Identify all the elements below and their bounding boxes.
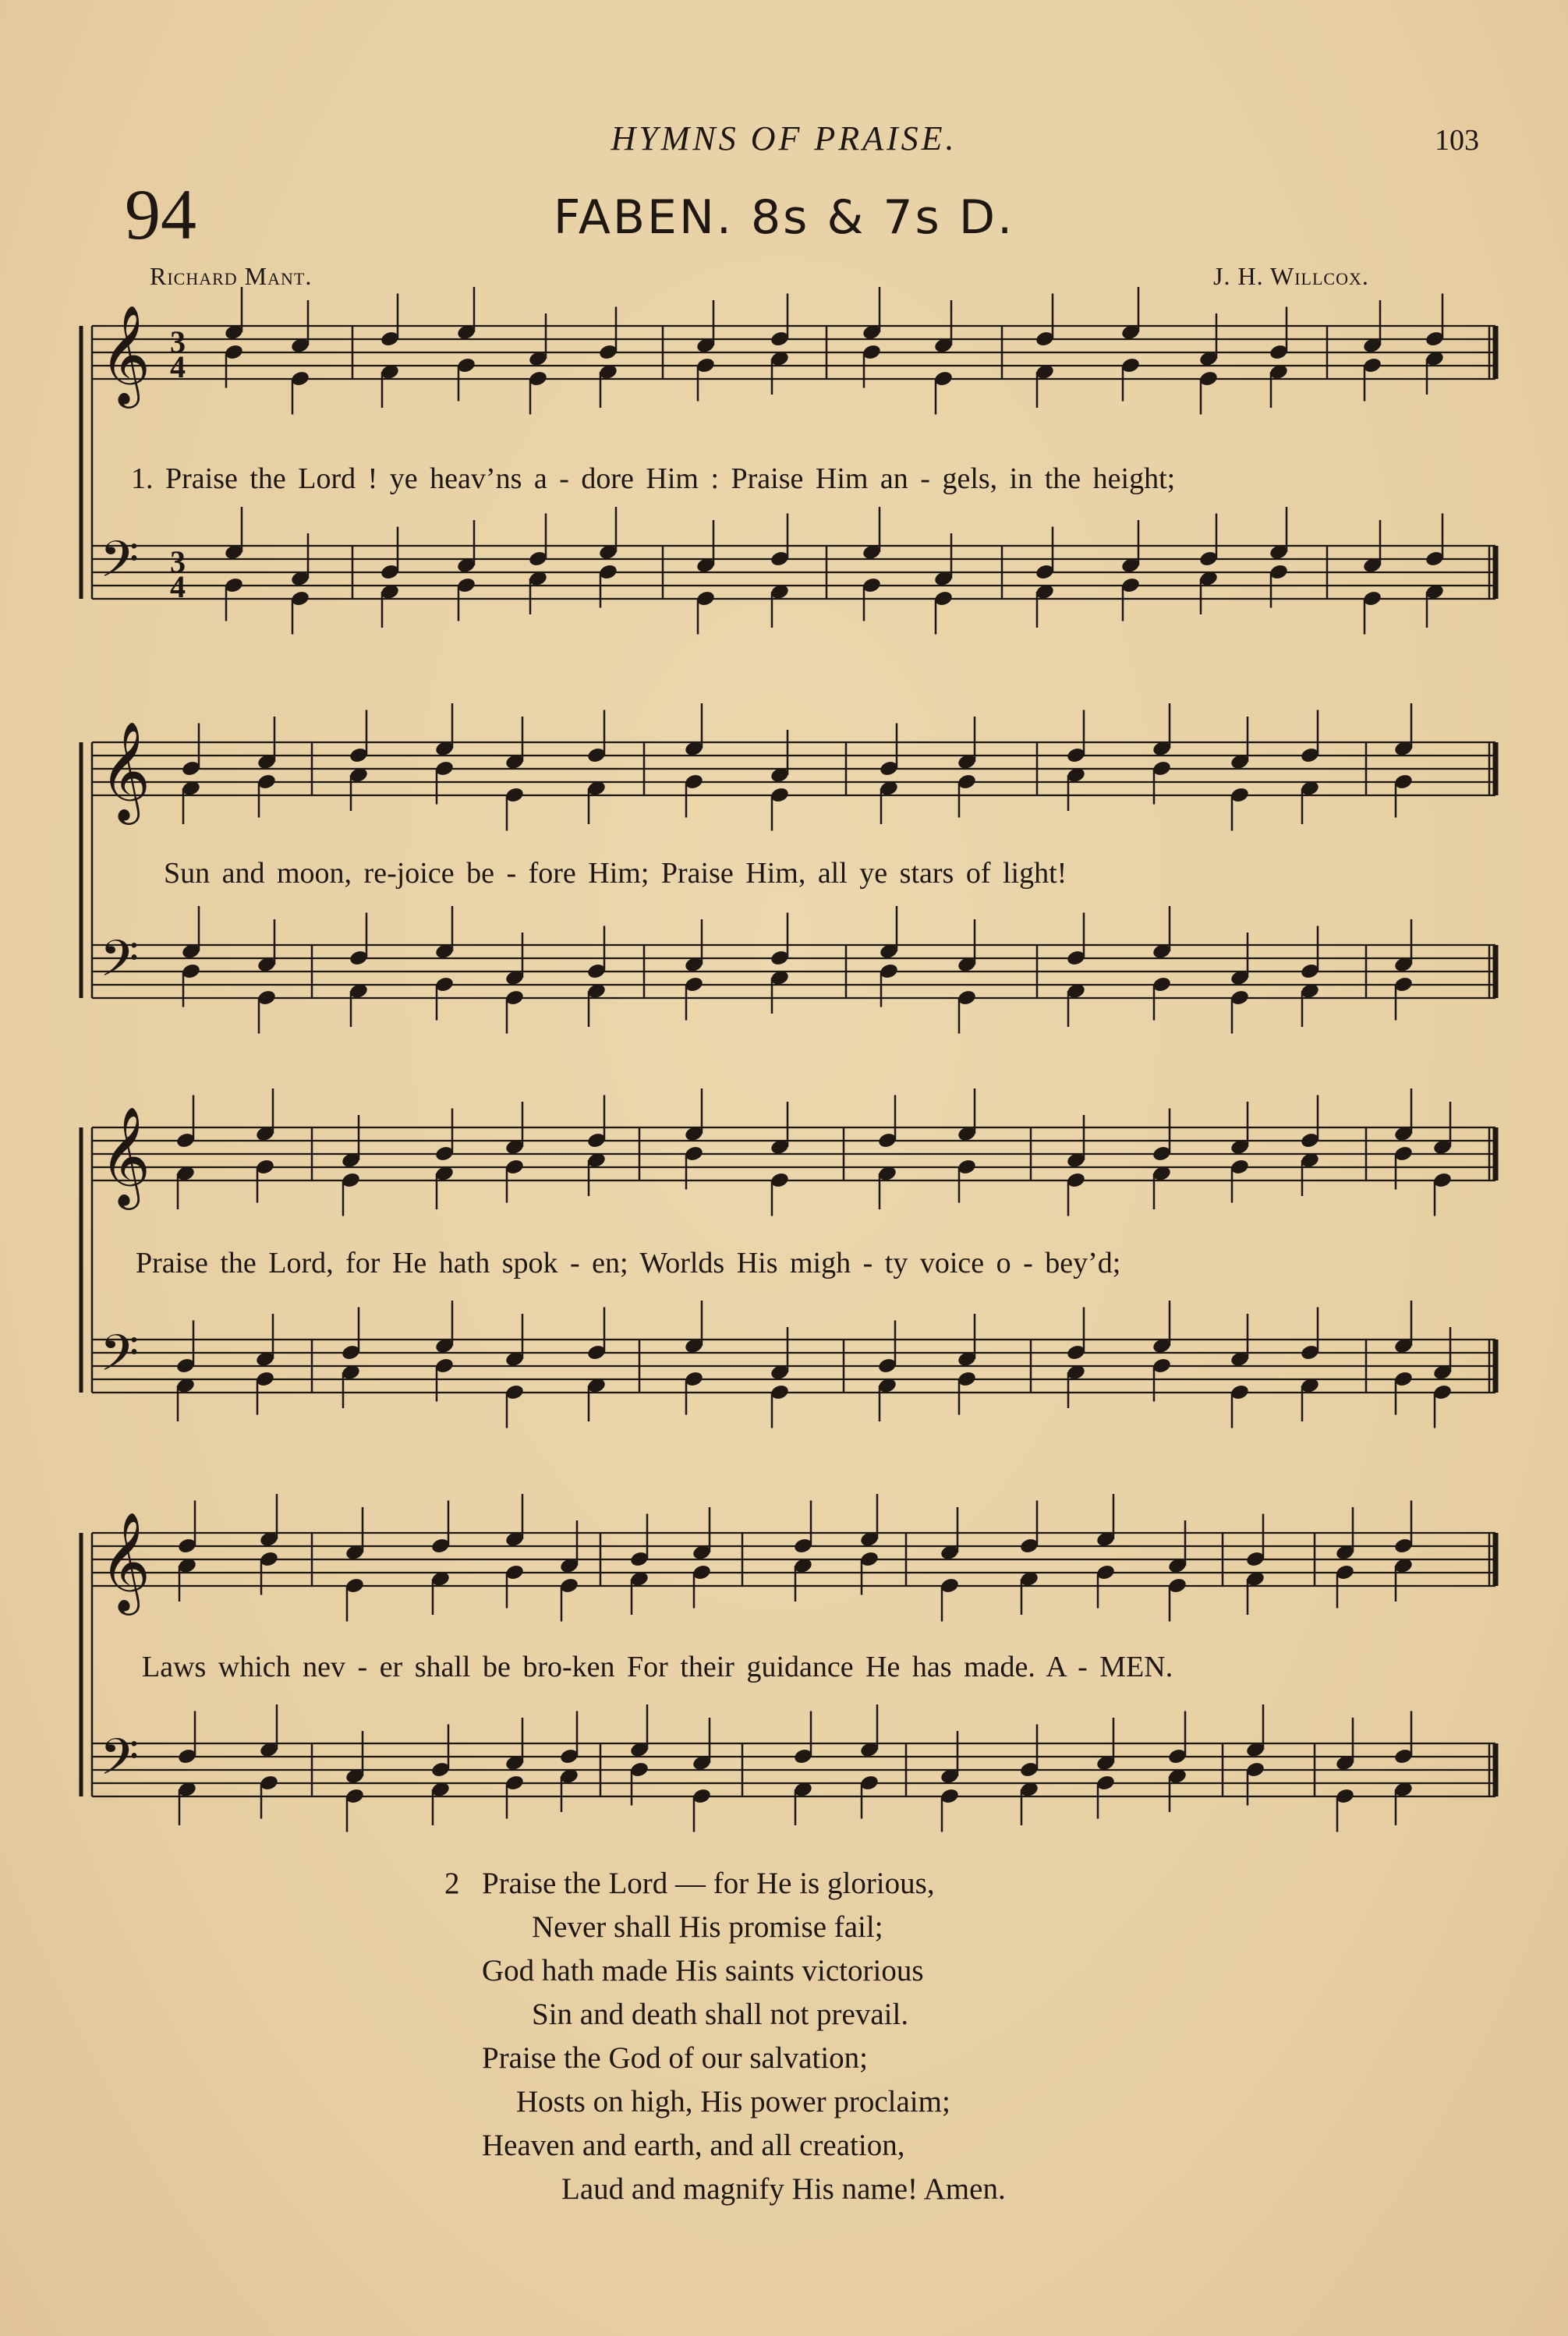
- bass-clef-icon: 𝄢: [100, 531, 140, 601]
- treble-clef-icon: 𝄞: [100, 1511, 151, 1611]
- verse-line: Heaven and earth, and all creation,: [482, 2129, 905, 2162]
- verse-number: 2: [444, 1867, 460, 1900]
- verse-line: Hosts on high, His power proclaim;: [516, 2085, 950, 2118]
- verse-line: God hath made His saints victorious: [482, 1954, 924, 1987]
- hymn-title: FABEN. 8s & 7s D.: [553, 190, 1015, 245]
- lyrics-line-2: Sun and moon, re-joice be - fore Him; Praise Him, all ye stars of light!: [164, 857, 1067, 890]
- treble-clef-icon: 𝄞: [100, 720, 151, 820]
- page-number: 103: [1435, 124, 1479, 157]
- time-signature-bottom: 4: [170, 569, 186, 604]
- verse-line: Sin and death shall not prevail.: [532, 1998, 909, 2031]
- bass-clef-icon: 𝄢: [100, 1325, 140, 1395]
- verse-line: Laud and magnify His name! Amen.: [561, 2172, 1006, 2206]
- hymn-number: 94: [125, 175, 196, 254]
- lyrics-line-3: Praise the Lord, for He hath spok - en; Worlds His migh - ty voice o - bey’d;: [136, 1247, 1121, 1279]
- time-signature-top: 3: [170, 324, 186, 359]
- hymn-composer: J. H. Willcox.: [1213, 262, 1369, 290]
- lyrics-line-1: 1. Praise the Lord ! ye heav’ns a - dore Him : Praise Him an - gels, in the height;: [131, 462, 1176, 495]
- verse-line: Never shall His promise fail;: [532, 1910, 883, 1944]
- treble-clef-icon: 𝄞: [100, 304, 151, 404]
- verse-text: Praise the Lord — for He is glorious,: [482, 1867, 935, 1900]
- bass-clef-icon: 𝄢: [100, 930, 140, 1000]
- lyrics-line-4: Laws which nev - er shall be bro-ken For their guidance He has made. A - MEN.: [142, 1651, 1173, 1683]
- time-signature-bottom: 4: [170, 349, 186, 384]
- verse-line: Praise the God of our salvation;: [482, 2041, 868, 2075]
- time-signature-top: 3: [170, 544, 186, 579]
- bass-clef-icon: 𝄢: [100, 1729, 140, 1799]
- verse-line: [444, 1862, 1006, 1906]
- hymn-author: Richard Mant.: [150, 262, 313, 290]
- running-head: HYMNS OF PRAISE.: [611, 119, 957, 158]
- verse-2: [444, 1862, 1006, 2211]
- treble-clef-icon: 𝄞: [100, 1106, 151, 1205]
